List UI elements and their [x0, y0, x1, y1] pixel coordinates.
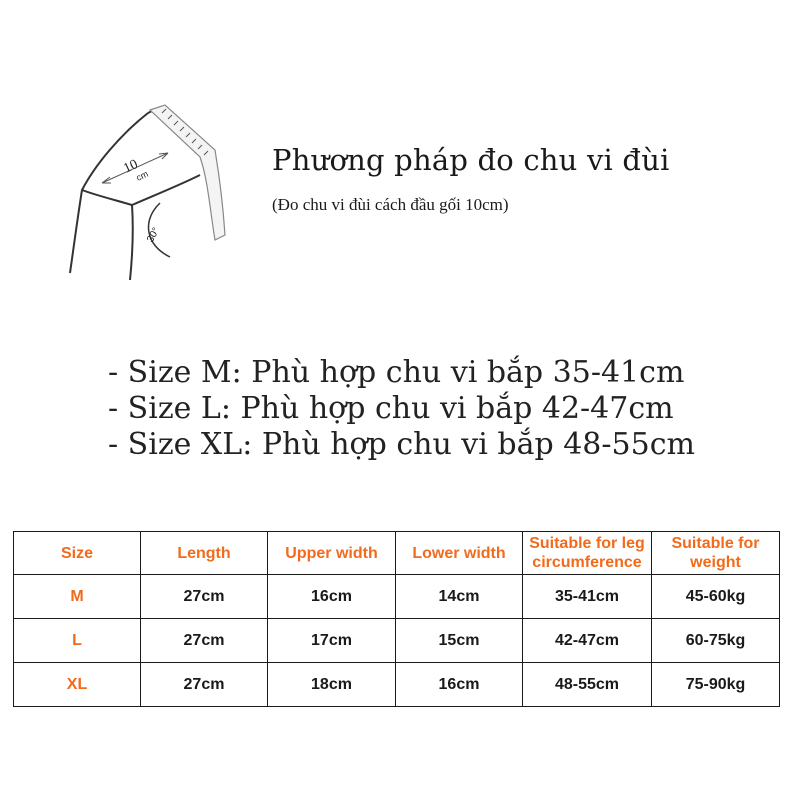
unit-label: cm — [134, 168, 150, 183]
angle-label: 30° — [145, 225, 163, 245]
size-line-l: - Size L: Phù hợp chu vi bắp 42-47cm — [108, 391, 674, 426]
header-leg-circumference — [523, 532, 652, 575]
knee-measurement-diagram — [60, 95, 240, 285]
cell-length: 27cm — [141, 663, 268, 707]
distance-label: 10 — [121, 157, 141, 177]
cell-leg-circumference: 48-55cm — [523, 663, 652, 707]
cell-size: XL — [14, 663, 141, 707]
page-subtitle: (Đo chu vi đùi cách đầu gối 10cm) — [272, 195, 509, 214]
cell-weight: 75-90kg — [652, 663, 780, 707]
size-line-m: - Size M: Phù hợp chu vi bắp 35-41cm — [108, 355, 685, 390]
header-lower-width: Lower width — [396, 532, 523, 575]
cell-upper-width: 18cm — [268, 663, 396, 707]
cell-lower-width: 15cm — [396, 619, 523, 663]
page-title: Phương pháp đo chu vi đùi — [272, 143, 670, 177]
header-upper-width: Upper width — [268, 532, 396, 575]
cell-length: 27cm — [141, 575, 268, 619]
cell-weight: 45-60kg — [652, 575, 780, 619]
header-length: Length — [141, 532, 268, 575]
leg-outline — [70, 113, 148, 273]
cell-leg-circumference: 42-47cm — [523, 619, 652, 663]
cell-weight: 60-75kg — [652, 619, 780, 663]
header-leg-circumference-text: Suitable for leg circumference — [529, 535, 645, 571]
header-weight — [652, 532, 780, 575]
cell-upper-width: 17cm — [268, 619, 396, 663]
cell-lower-width: 16cm — [396, 663, 523, 707]
table-row — [14, 619, 780, 663]
cell-lower-width: 14cm — [396, 575, 523, 619]
cell-size: L — [14, 619, 141, 663]
cell-size: M — [14, 575, 141, 619]
size-recommendations — [108, 355, 695, 463]
header-weight-text: Suitable for weight — [671, 535, 760, 571]
header-size: Size — [14, 532, 141, 575]
leg-back-outline — [82, 190, 133, 280]
tape-measure — [150, 105, 225, 240]
cell-length: 27cm — [141, 619, 268, 663]
table-row — [14, 663, 780, 707]
size-table — [13, 531, 780, 707]
table-row — [14, 575, 780, 619]
cell-upper-width: 16cm — [268, 575, 396, 619]
table-header-row — [14, 532, 780, 575]
size-line-xl: - Size XL: Phù hợp chu vi bắp 48-55cm — [108, 427, 695, 462]
cell-leg-circumference: 35-41cm — [523, 575, 652, 619]
